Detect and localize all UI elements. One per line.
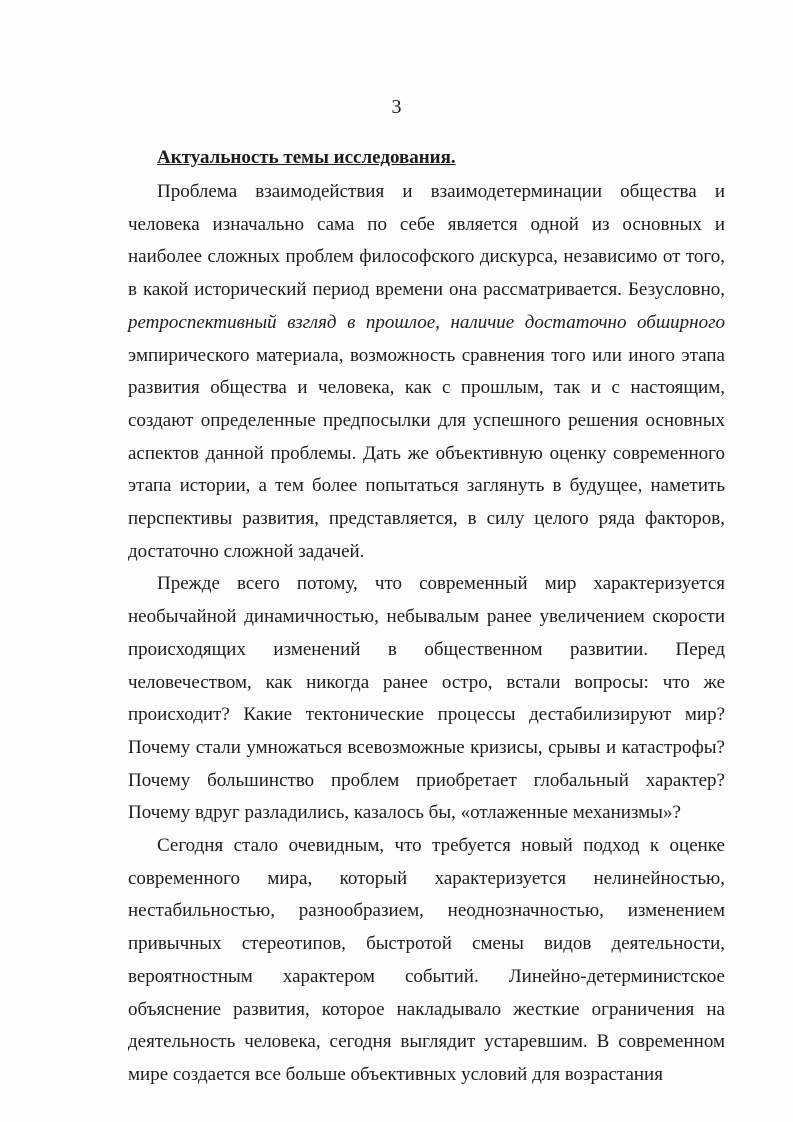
page-number: 3 xyxy=(391,96,402,118)
paragraph-1-text-start: Проблема взаимодействия и взаимодетерминации общества и человека изначально сама по себе является одной из основных и наиболее сложных проблем философского дискурса, независимо от того, в какой исторический период времени она рассматривается. Безусловно, xyxy=(128,181,725,301)
paragraph-1-italic-phrase: ретроспективный взгляд в прошлое, наличие достаточно обширного xyxy=(128,311,725,333)
paragraph-3: Сегодня стало очевидным, что требуется новый подход к оценке современного мира, который характеризуется нелинейностью, нестабильностью, разнообразием, неоднозначностью, изменением привычных стереотипов, быстротой смены видов деятельности, вероятностным характером событий. Линейно-детерминистское объяснение развития, которое накладывало жесткие ограничения на деятельность человека, сегодня выглядит устаревшим. В современном мире создается все больше объективных условий для возрастания xyxy=(128,835,725,1085)
section-heading: Актуальность темы исследования. xyxy=(157,147,456,168)
paragraph-2: Прежде всего потому, что современный мир характеризуется необычайной динамичностью, небывалым ранее увеличением скорости происходящих изменений в общественном развитии. Перед человечеством, как никогда ранее остро, встали вопросы: что же происходит? Какие тектонические процессы дестабилизируют мир? Почему стали умножаться всевозможные кризисы, срывы и катастрофы? Почему большинство проблем приобретает глобальный характер? Почему вдруг разладились, казалось бы, «отлаженные механизмы»? xyxy=(128,573,725,824)
paragraph-1-text-end: эмпирического материала, возможность сравнения того или иного этапа развития общества и человека, как с прошлым, так и с настоящим, создают определенные предпосылки для успешного решения основных аспектов данной проблемы. Дать же объективную оценку современного этапа истории, а тем более попытаться заглянуть в будущее, наметить перспективы развития, представляется, в силу целого ряда факторов, достаточно сложной задачей. xyxy=(128,344,725,562)
paragraph-1 xyxy=(128,176,725,568)
document-body xyxy=(128,143,725,1092)
